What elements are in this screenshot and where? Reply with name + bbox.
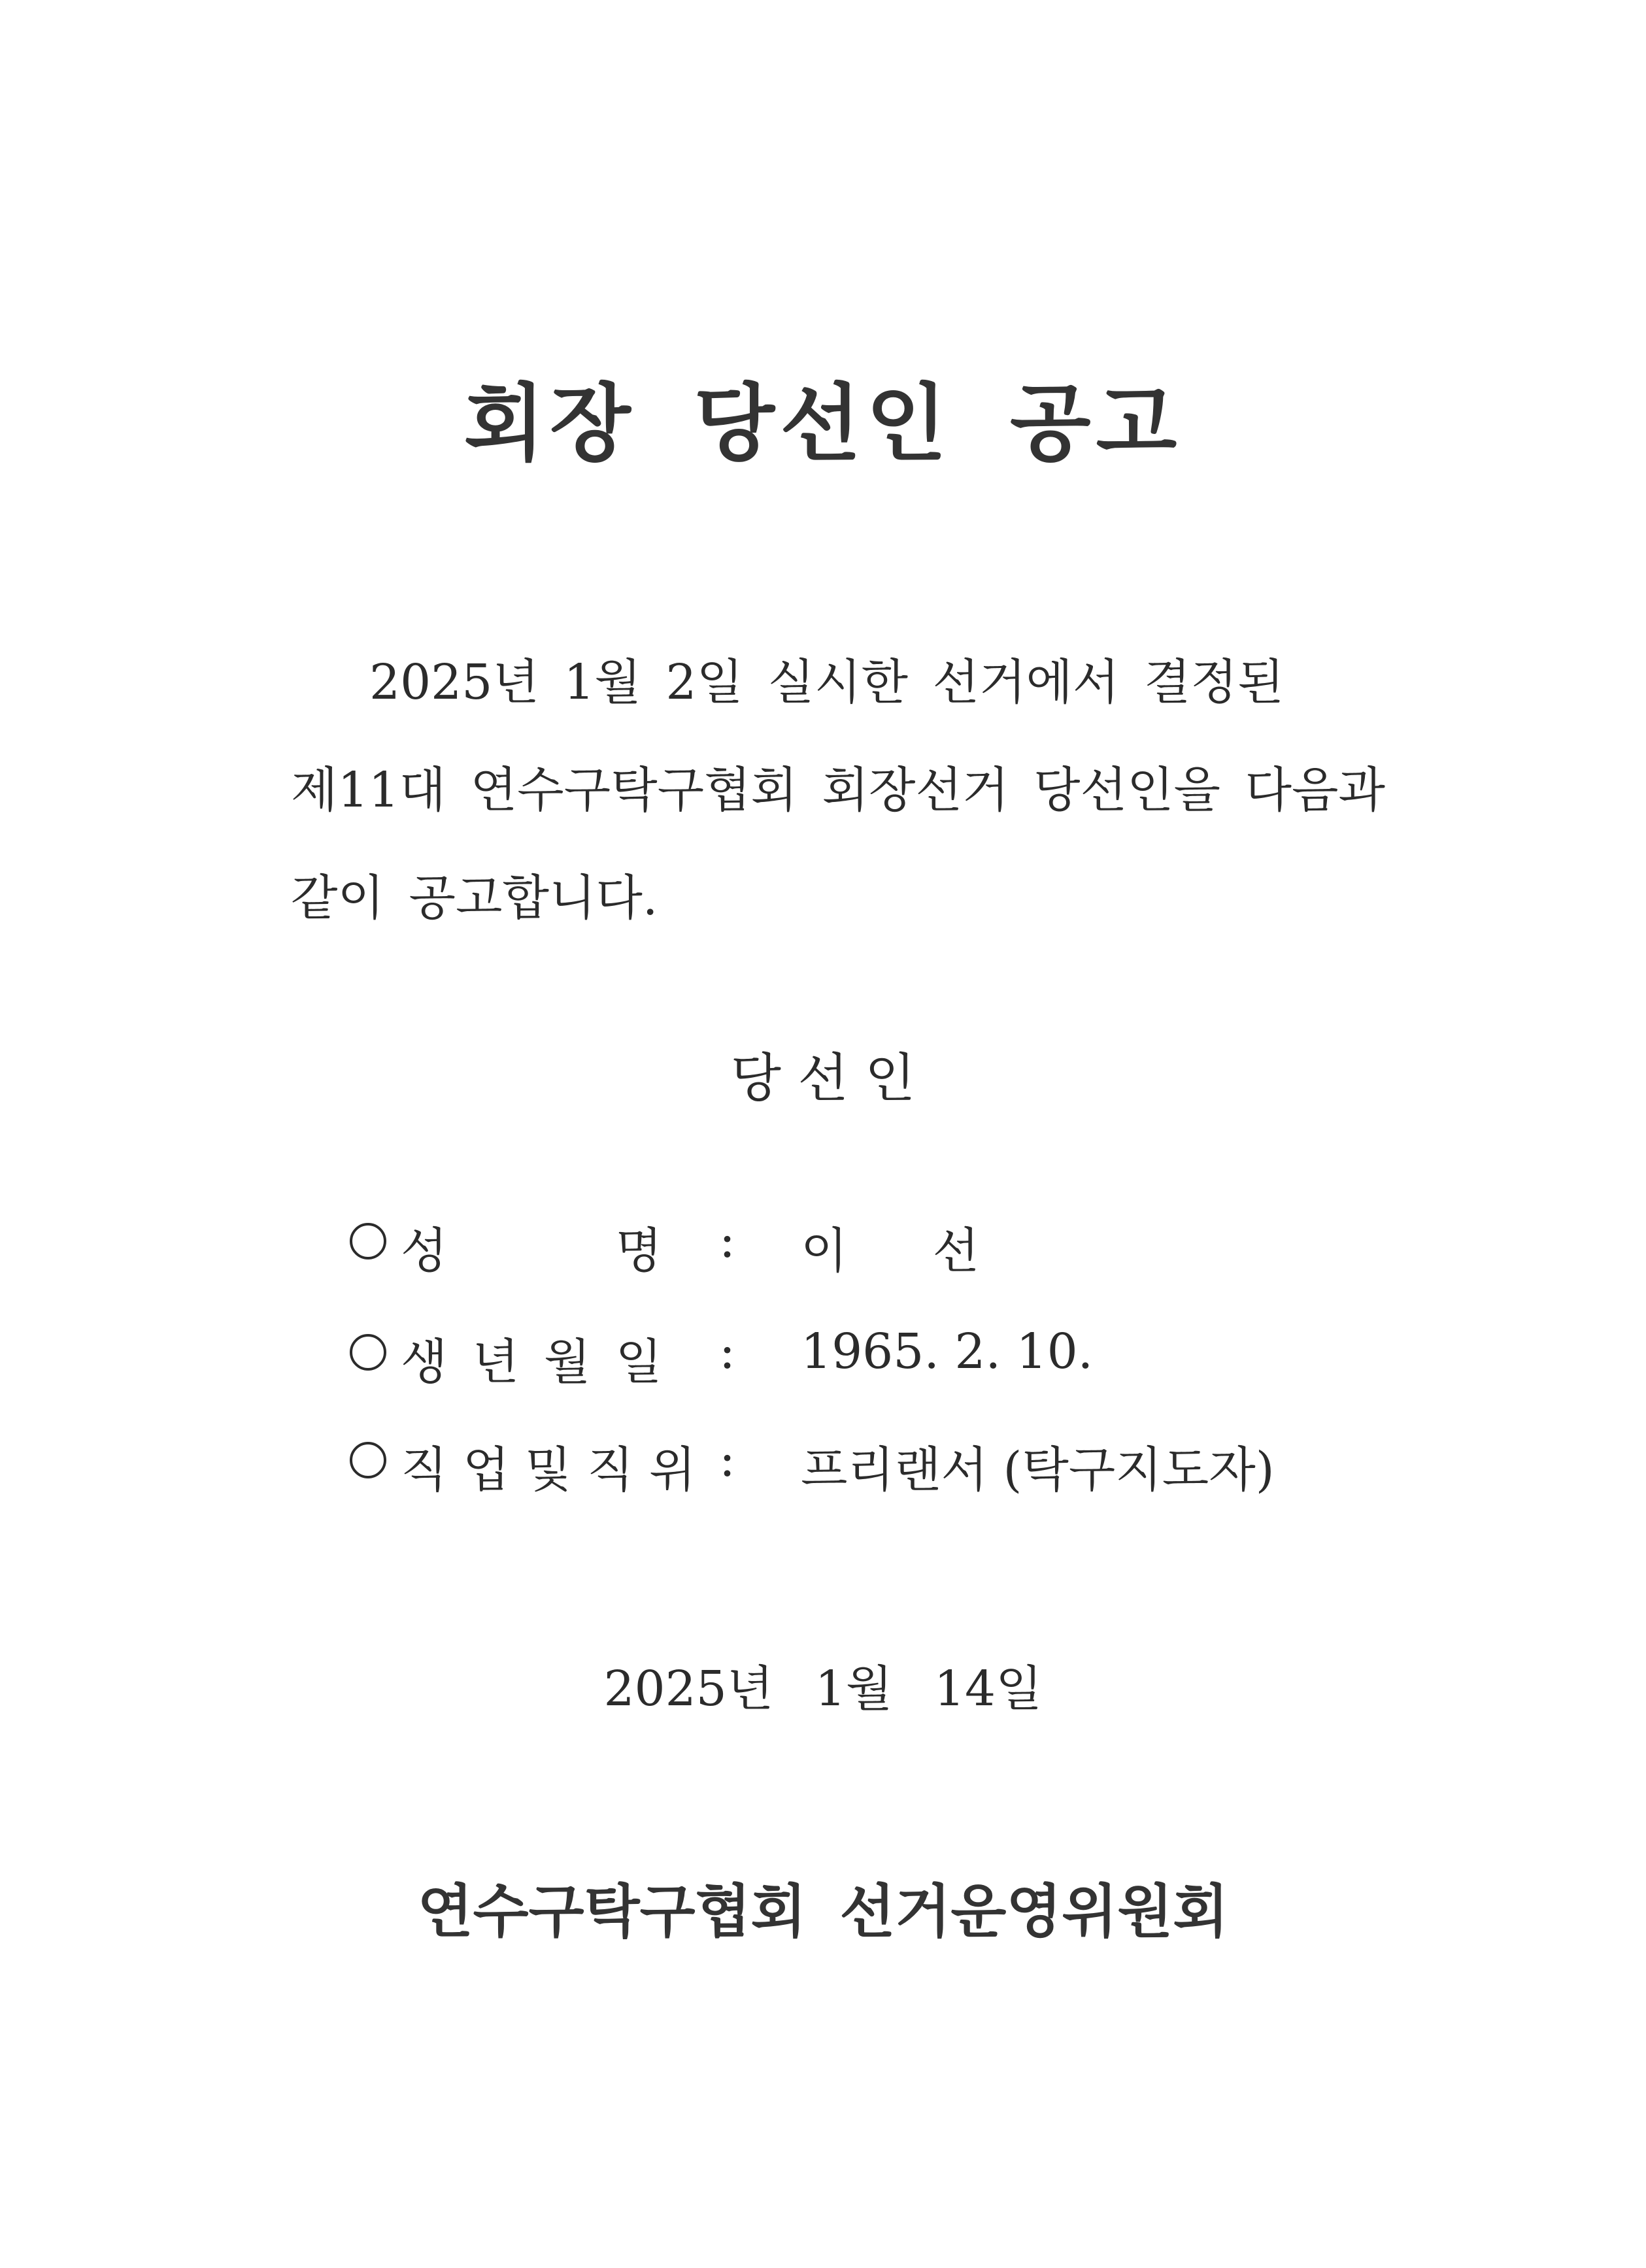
announcement-date: 2025년 1월 14일	[603, 1661, 1043, 1717]
document-title: 회장 당선인 공고	[463, 375, 1183, 473]
circle-bullet-icon	[350, 1334, 386, 1371]
field-value-birth: 1965. 2. 10.	[801, 1324, 1094, 1380]
field-colon: :	[719, 1431, 735, 1488]
field-label-birth: 생 년 월 일	[401, 1334, 662, 1390]
circle-bullet-icon	[350, 1442, 386, 1478]
field-value-name: 이선	[801, 1223, 1064, 1279]
issuing-organization: 연수구탁구협회 선거운영위원회	[417, 1878, 1229, 1945]
field-label-name: 성 명	[401, 1223, 662, 1279]
field-colon: :	[719, 1324, 735, 1380]
field-label-job: 직 업 및 직 위	[401, 1442, 696, 1498]
body-line-1: 2025년 1월 2일 실시한 선거에서 결정된	[369, 654, 1285, 710]
circle-bullet-icon	[350, 1223, 386, 1259]
body-line-2: 제11대 연수구탁구협회 회장선거 당선인을 다음과	[291, 762, 1385, 818]
section-heading: 당 선 인	[730, 1048, 916, 1109]
field-value-job: 프리랜서 (탁구지도자)	[801, 1442, 1275, 1498]
body-line-3: 같이 공고합니다.	[291, 870, 658, 926]
field-colon: :	[719, 1212, 735, 1269]
